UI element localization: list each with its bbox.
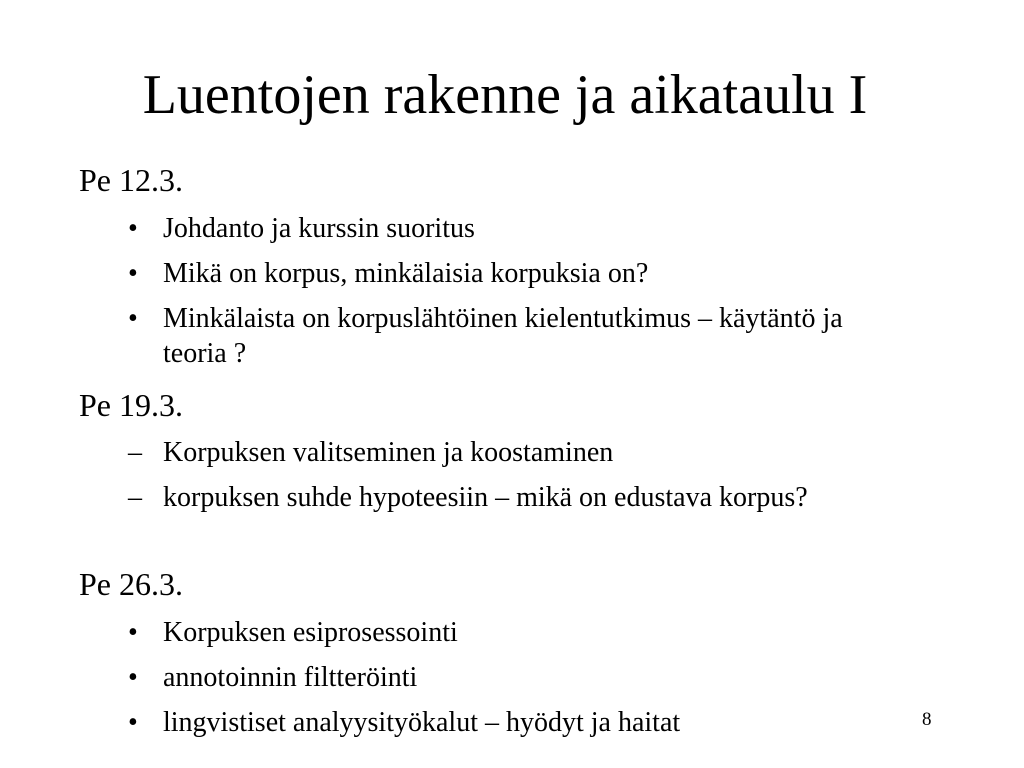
dash-icon: –: [128, 437, 142, 468]
bullet-icon: •: [128, 258, 138, 289]
list-item-text: korpuksen suhde hypoteesiin – mikä on edustava korpus?: [163, 482, 808, 513]
list-item: [128, 660, 858, 695]
slide-title: Luentojen rakenne ja aikataulu I: [142, 64, 868, 126]
list-item: [128, 256, 858, 291]
bullet-icon: •: [128, 213, 138, 244]
bullet-icon: •: [128, 662, 138, 693]
list-item-text: Johdanto ja kurssin suoritus: [163, 213, 475, 244]
list-item: [128, 705, 858, 740]
list-item-text: Minkälaista on korpuslähtöinen kielentutkimus – käytäntö ja teoria ?: [163, 303, 843, 369]
list-item: [128, 301, 858, 371]
page-number: 8: [922, 709, 932, 730]
section-heading-pe-26-3: Pe 26.3.: [79, 566, 183, 602]
list-item-text: Korpuksen valitseminen ja koostaminen: [163, 437, 614, 468]
bullet-icon: •: [128, 617, 138, 648]
section-heading-pe-12-3: Pe 12.3.: [79, 162, 183, 198]
list-item-text: Mikä on korpus, minkälaisia korpuksia on?: [163, 258, 649, 289]
bullet-icon: •: [128, 303, 138, 334]
list-item: [128, 211, 858, 246]
list-item-text: annotoinnin filtteröinti: [163, 662, 418, 693]
list-item: [128, 435, 858, 470]
list-item-text: Korpuksen esiprosessointi: [163, 617, 458, 648]
dash-icon: –: [128, 482, 142, 513]
list-item: [128, 480, 858, 515]
list-item: [128, 615, 858, 650]
list-item-text: lingvistiset analyysityökalut – hyödyt ja haitat: [163, 707, 681, 738]
section-heading-pe-19-3: Pe 19.3.: [79, 387, 183, 423]
bullet-icon: •: [128, 707, 138, 738]
